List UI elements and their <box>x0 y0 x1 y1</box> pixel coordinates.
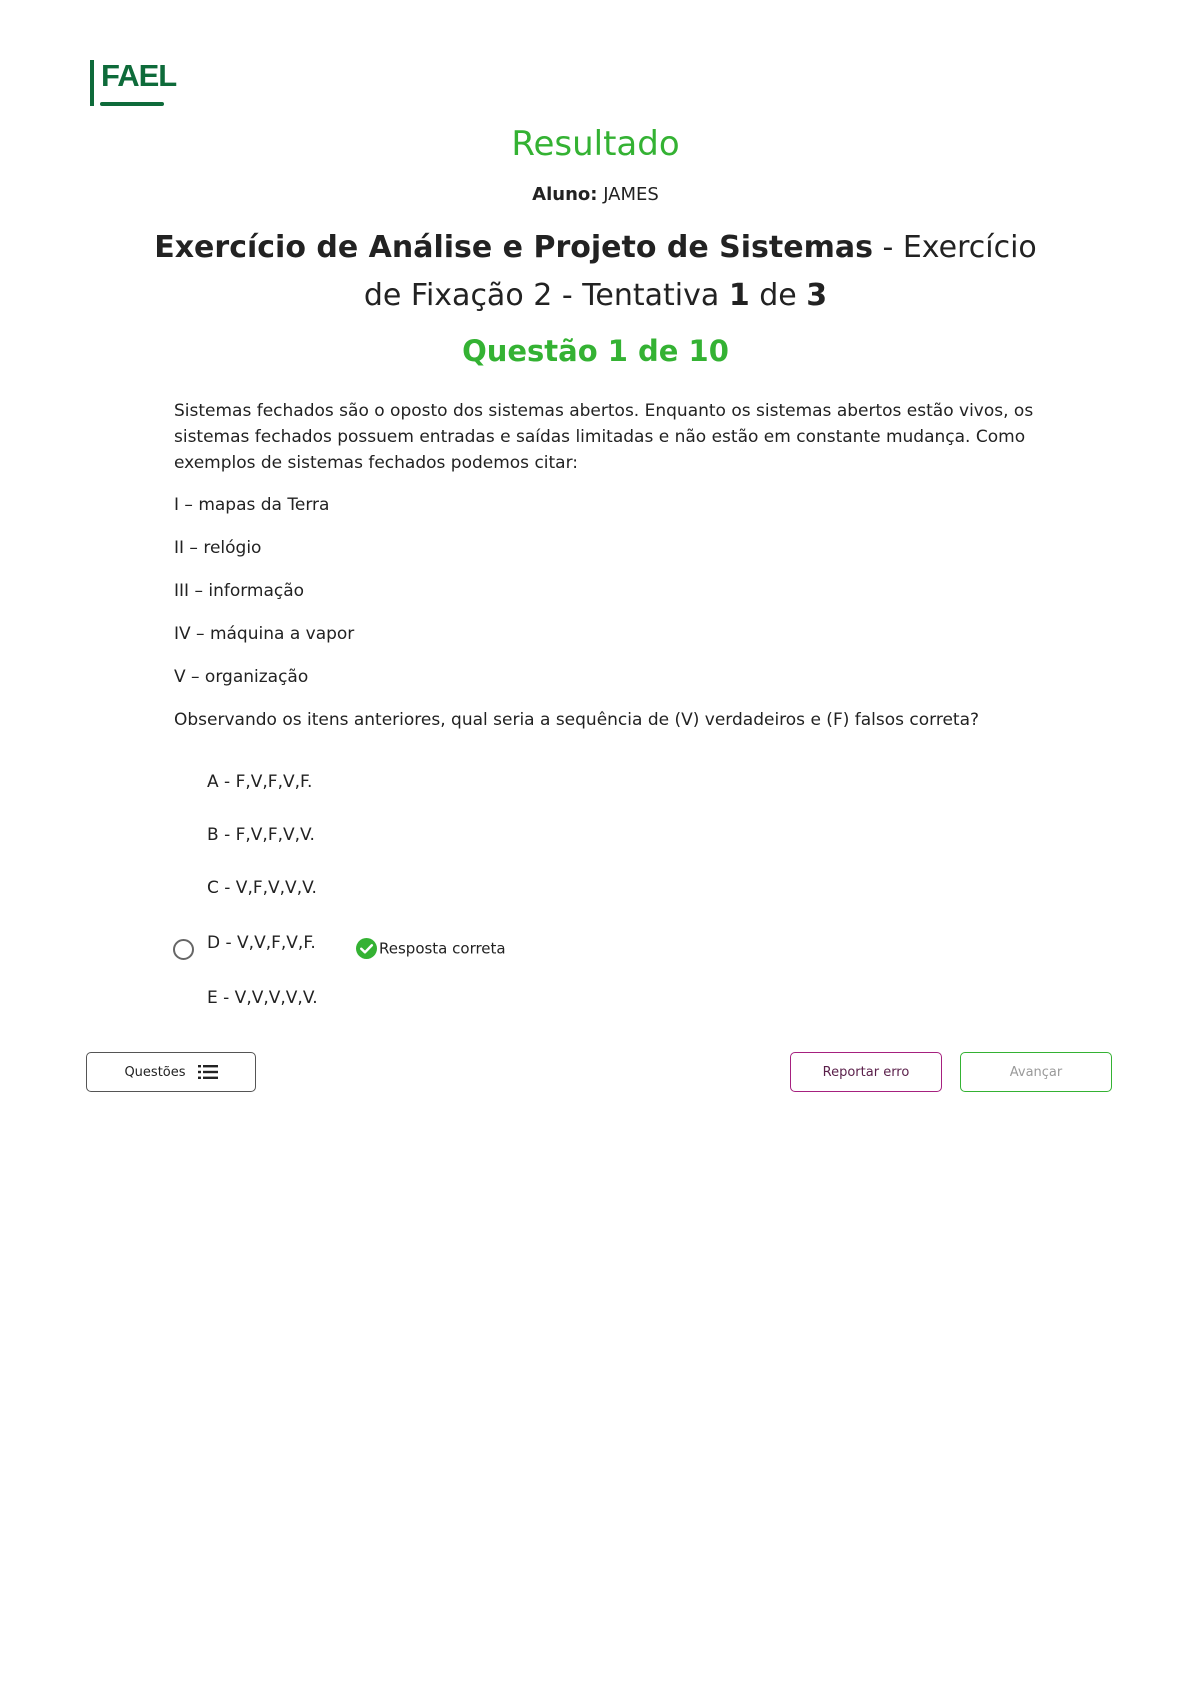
list-icon <box>198 1065 218 1079</box>
student-line <box>0 184 1191 205</box>
correct-answer-label: Resposta correta <box>379 939 506 958</box>
question-item: IV – máquina a vapor <box>174 624 355 644</box>
fael-logo <box>88 58 177 110</box>
question-intro: Sistemas fechados são o oposto dos sistemas abertos. Enquanto os sistemas abertos estão vivos, os sistemas fechados possuem entradas e saídas limitadas e não estão em constante mudança. Como exemplos de sistemas fechados podemos citar: <box>174 401 1034 473</box>
logo-bar-vertical <box>90 60 94 106</box>
option-d-radio[interactable] <box>173 939 194 960</box>
attempt-of: de <box>749 278 807 313</box>
logo-bar-horizontal <box>100 102 164 106</box>
report-error-button[interactable]: Reportar erro <box>790 1052 942 1092</box>
option-d[interactable]: D - V,V,F,V,F. <box>207 933 316 953</box>
exercise-subtitle: - Exercício de Fixação 2 - Tentativa <box>363 230 1037 313</box>
question-prompt: Observando os itens anteriores, qual seria a sequência de (V) verdadeiros e (F) falsos correta? <box>174 710 980 730</box>
exercise-title <box>150 224 1041 320</box>
course-name: Exercício de Análise e Projeto de Sistemas <box>154 230 873 265</box>
questions-button[interactable] <box>86 1052 256 1092</box>
attempt-number: 1 <box>728 278 750 313</box>
student-label: Aluno: <box>532 184 598 205</box>
option-a[interactable]: A - F,V,F,V,F. <box>207 772 313 792</box>
correct-answer-badge <box>356 938 506 960</box>
question-item: II – relógio <box>174 538 262 558</box>
student-name: JAMES <box>603 184 659 205</box>
questions-button-label: Questões <box>124 1064 186 1080</box>
question-item: III – informação <box>174 581 305 601</box>
question-item: I – mapas da Terra <box>174 495 330 515</box>
page-title: Resultado <box>511 124 680 164</box>
question-number: Questão 1 de 10 <box>462 334 729 368</box>
option-e[interactable]: E - V,V,V,V,V. <box>207 988 318 1008</box>
logo-text: FAEL <box>101 58 177 93</box>
option-b[interactable]: B - F,V,F,V,V. <box>207 825 315 845</box>
attempt-total: 3 <box>806 278 828 313</box>
check-circle-icon <box>356 938 377 959</box>
next-button[interactable]: Avançar <box>960 1052 1112 1092</box>
question-body <box>174 398 1034 733</box>
question-item: V – organização <box>174 667 309 687</box>
option-c[interactable]: C - V,F,V,V,V. <box>207 878 317 898</box>
